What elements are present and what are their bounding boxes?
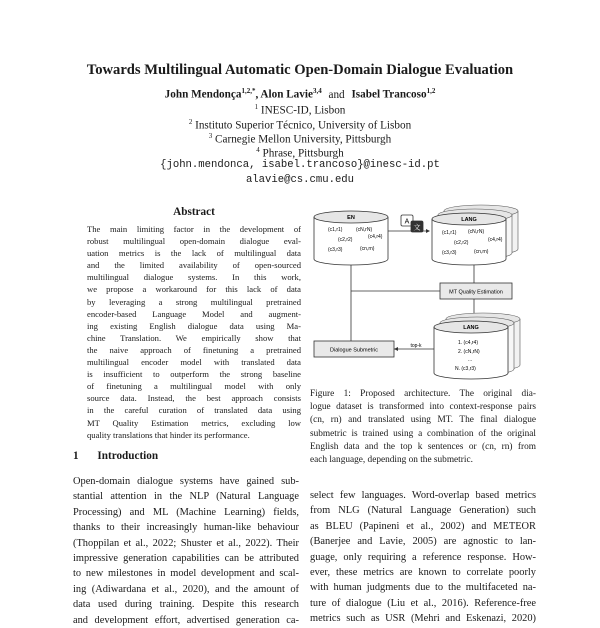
right-line: as BLEU (Papineni et al., 2002) and METEOR [310, 520, 536, 532]
abstract-line: in the careful curation of translated data using [87, 405, 301, 416]
lang-pair-cnrn: (cn,rn) [474, 249, 489, 255]
figure-caption [310, 388, 536, 467]
intro-line: Open-domain dialogue systems have gained sub- [73, 476, 299, 487]
author-sep: , [255, 88, 259, 101]
affiliation-2-sup: 2 [188, 118, 193, 126]
en-label: EN [347, 215, 355, 221]
ranked-item-1: 1. (c4,r4) [458, 340, 479, 346]
author-line [0, 87, 600, 101]
abstract-line: uation metrics is the lack of multilingual data [87, 248, 301, 259]
pair-c1r1: (c1,r1) [328, 227, 343, 233]
abstract-line: ing existing English dialogue data using Ma- [87, 320, 301, 331]
ranked-lang-database [434, 313, 520, 379]
right-column-body [310, 488, 536, 627]
intro-line: data used during training. Despite this research [73, 599, 299, 611]
abstract-line: and the limited availability of open-sourced [87, 260, 301, 271]
right-line: guage, only requiring a reference response. How- [310, 551, 536, 563]
abstract-line: we propose a workaround for this lack of data [87, 284, 301, 295]
pair-cNrN: (cN,rN) [356, 227, 373, 233]
lang-database [432, 205, 518, 265]
abstract-line: quality translations that hinder its performance. [87, 429, 250, 440]
intro-line: and development effort, advertised generation ca- [73, 614, 299, 626]
intro-line: stantial attention in the NLP (Natural Language [73, 491, 299, 503]
pair-c3r3: (c3,r3) [328, 247, 343, 253]
submetric-label: Dialogue Submetric [330, 347, 378, 354]
caption-line: submetric is trained using a combination of the original [310, 428, 536, 439]
abstract-body [87, 223, 301, 441]
abstract-line: chine Translation. We empirically show that [87, 332, 301, 343]
email-inesc: {john.mendonca, isabel.trancoso}@inesc-id.pt [160, 159, 440, 171]
author-and: and [328, 88, 345, 101]
intro-body [73, 474, 299, 628]
abstract-line: encoder-based Language Model and augment- [87, 308, 301, 319]
author-3-sup: 1,2 [426, 87, 436, 95]
ranked-item-ellipsis: ... [468, 357, 473, 363]
topk-label: top-k [410, 343, 422, 349]
abstract-line: robust multilingual open-domain dialogue eval- [87, 236, 301, 247]
abstract-line: The main limiting factor in the development of [87, 224, 301, 234]
abstract-line: by leveraging a strong multilingual pretrained [87, 296, 301, 307]
intro-line: (Thoppilan et al., 2022; Shuster et al., 2022). Their [73, 537, 299, 549]
affiliation-4-sup: 4 [256, 146, 260, 154]
author-3: Isabel Trancoso [351, 88, 427, 101]
ranked-item-2: 2. (cN,rN) [458, 349, 480, 355]
qe-label: MT Quality Estimation [449, 289, 503, 296]
en-database [314, 211, 388, 265]
intro-line: to new milestones in model development and scal- [73, 568, 299, 580]
intro-line: Processing) and ML (Machine Learning) fields, [73, 506, 299, 518]
right-line: metrics such as USR (Mehri and Eskenazi, 2020) [310, 613, 536, 625]
abstract-line: source data. Instead, the best approach consists [87, 393, 301, 404]
right-line: ever, these metrics are known to correlate poorly [310, 566, 536, 578]
intro-number: 1 [73, 450, 79, 462]
translate-glyph-zh: 文 [413, 224, 421, 232]
caption-line: each language, depending on the submetric. [310, 454, 473, 465]
abstract-line: multilingual encoder model with translated data [87, 357, 301, 368]
right-line: from NLG (Natural Language Generation) such [310, 505, 536, 517]
lang-pair-c2r2: (c2,r2) [454, 240, 469, 246]
right-line: with human judgments due to the multifaceted na- [310, 582, 536, 594]
pair-cnrn: (cn,rn) [360, 246, 375, 252]
abstract-heading: Abstract [173, 206, 215, 218]
caption-line: logue dataset is transformed into context-response pairs [310, 402, 536, 413]
abstract-line: is insufficient to outperform the strong baseline [87, 369, 301, 380]
author-2-sup: 3,4 [312, 87, 322, 95]
right-line: ture of dialogue (Liu et al., 2016). Reference-free [310, 597, 536, 609]
affiliation-4-text: Phrase, Pittsburgh [262, 147, 344, 160]
email-cmu: alavie@cs.cmu.edu [245, 174, 355, 186]
author-1: John Mendonça [164, 88, 242, 101]
abstract-line: multilingual dialogue systems. In this work, [87, 272, 301, 283]
submetric-box [314, 341, 394, 357]
abstract-line: of finetuning a multilingual model with only [87, 381, 301, 392]
lang-pair-cNrN: (cN,rN) [468, 229, 485, 235]
right-line: select few languages. Word-overlap based metrics [310, 490, 536, 501]
affiliation-1-text: INESC-ID, Lisbon [260, 104, 346, 117]
lang-label: LANG [461, 217, 477, 223]
abstract-line: the naive approach of finetuning a pretrained [87, 344, 301, 355]
intro-line: thanks to their increasingly human-like behaviour [73, 522, 299, 534]
translate-glyph-a: A [404, 218, 410, 226]
abstract-line: MT Quality Estimation metrics, excluding low [87, 417, 301, 428]
arrowhead [426, 229, 430, 233]
right-line: (Banerjee and Lavie, 2005) are agnostic to lan- [310, 536, 536, 548]
arrowhead-submetric [394, 347, 398, 351]
intro-heading [73, 450, 158, 462]
pair-c4r4: (c4,r4) [368, 234, 383, 240]
intro-title: Introduction [97, 450, 159, 462]
ranked-lang-label: LANG [463, 325, 479, 331]
caption-line: Figure 1: Proposed architecture. The original dia- [310, 389, 536, 399]
pair-c2r2: (c2,r2) [338, 237, 353, 243]
lang-pair-c4r4: (c4,r4) [488, 237, 503, 243]
affiliation-3-sup: 3 [208, 132, 213, 140]
affiliation-2-text: Instituto Superior Técnico, University of Lisbon [195, 119, 412, 132]
affiliation-3-text: Carnegie Mellon University, Pittsburgh [215, 133, 392, 146]
caption-line: English data and the top k sentences or (cn, rn) from [310, 441, 536, 452]
caption-line: (cn, rn) and translated using MT. The final dialogue [310, 415, 536, 426]
author-1-sup: 1,2,* [241, 87, 256, 95]
translate-icon [401, 215, 423, 232]
ranked-item-n: N. (c3,r3) [455, 366, 476, 372]
architecture-figure [308, 203, 536, 383]
affiliation-1-sup: 1 [254, 103, 259, 111]
intro-line: impressive generation capabilities can be attributed [73, 552, 299, 564]
author-2: Alon Lavie [260, 88, 313, 101]
intro-line: ing (Adiwardana et al., 2020), and the amount of [73, 583, 299, 595]
paper-title: Towards Multilingual Automatic Open-Domain Dialogue Evaluation [86, 62, 514, 78]
qe-box [440, 283, 512, 299]
lang-pair-c3r3: (c3,r3) [442, 250, 457, 256]
lang-pair-c1r1: (c1,r1) [442, 230, 457, 236]
